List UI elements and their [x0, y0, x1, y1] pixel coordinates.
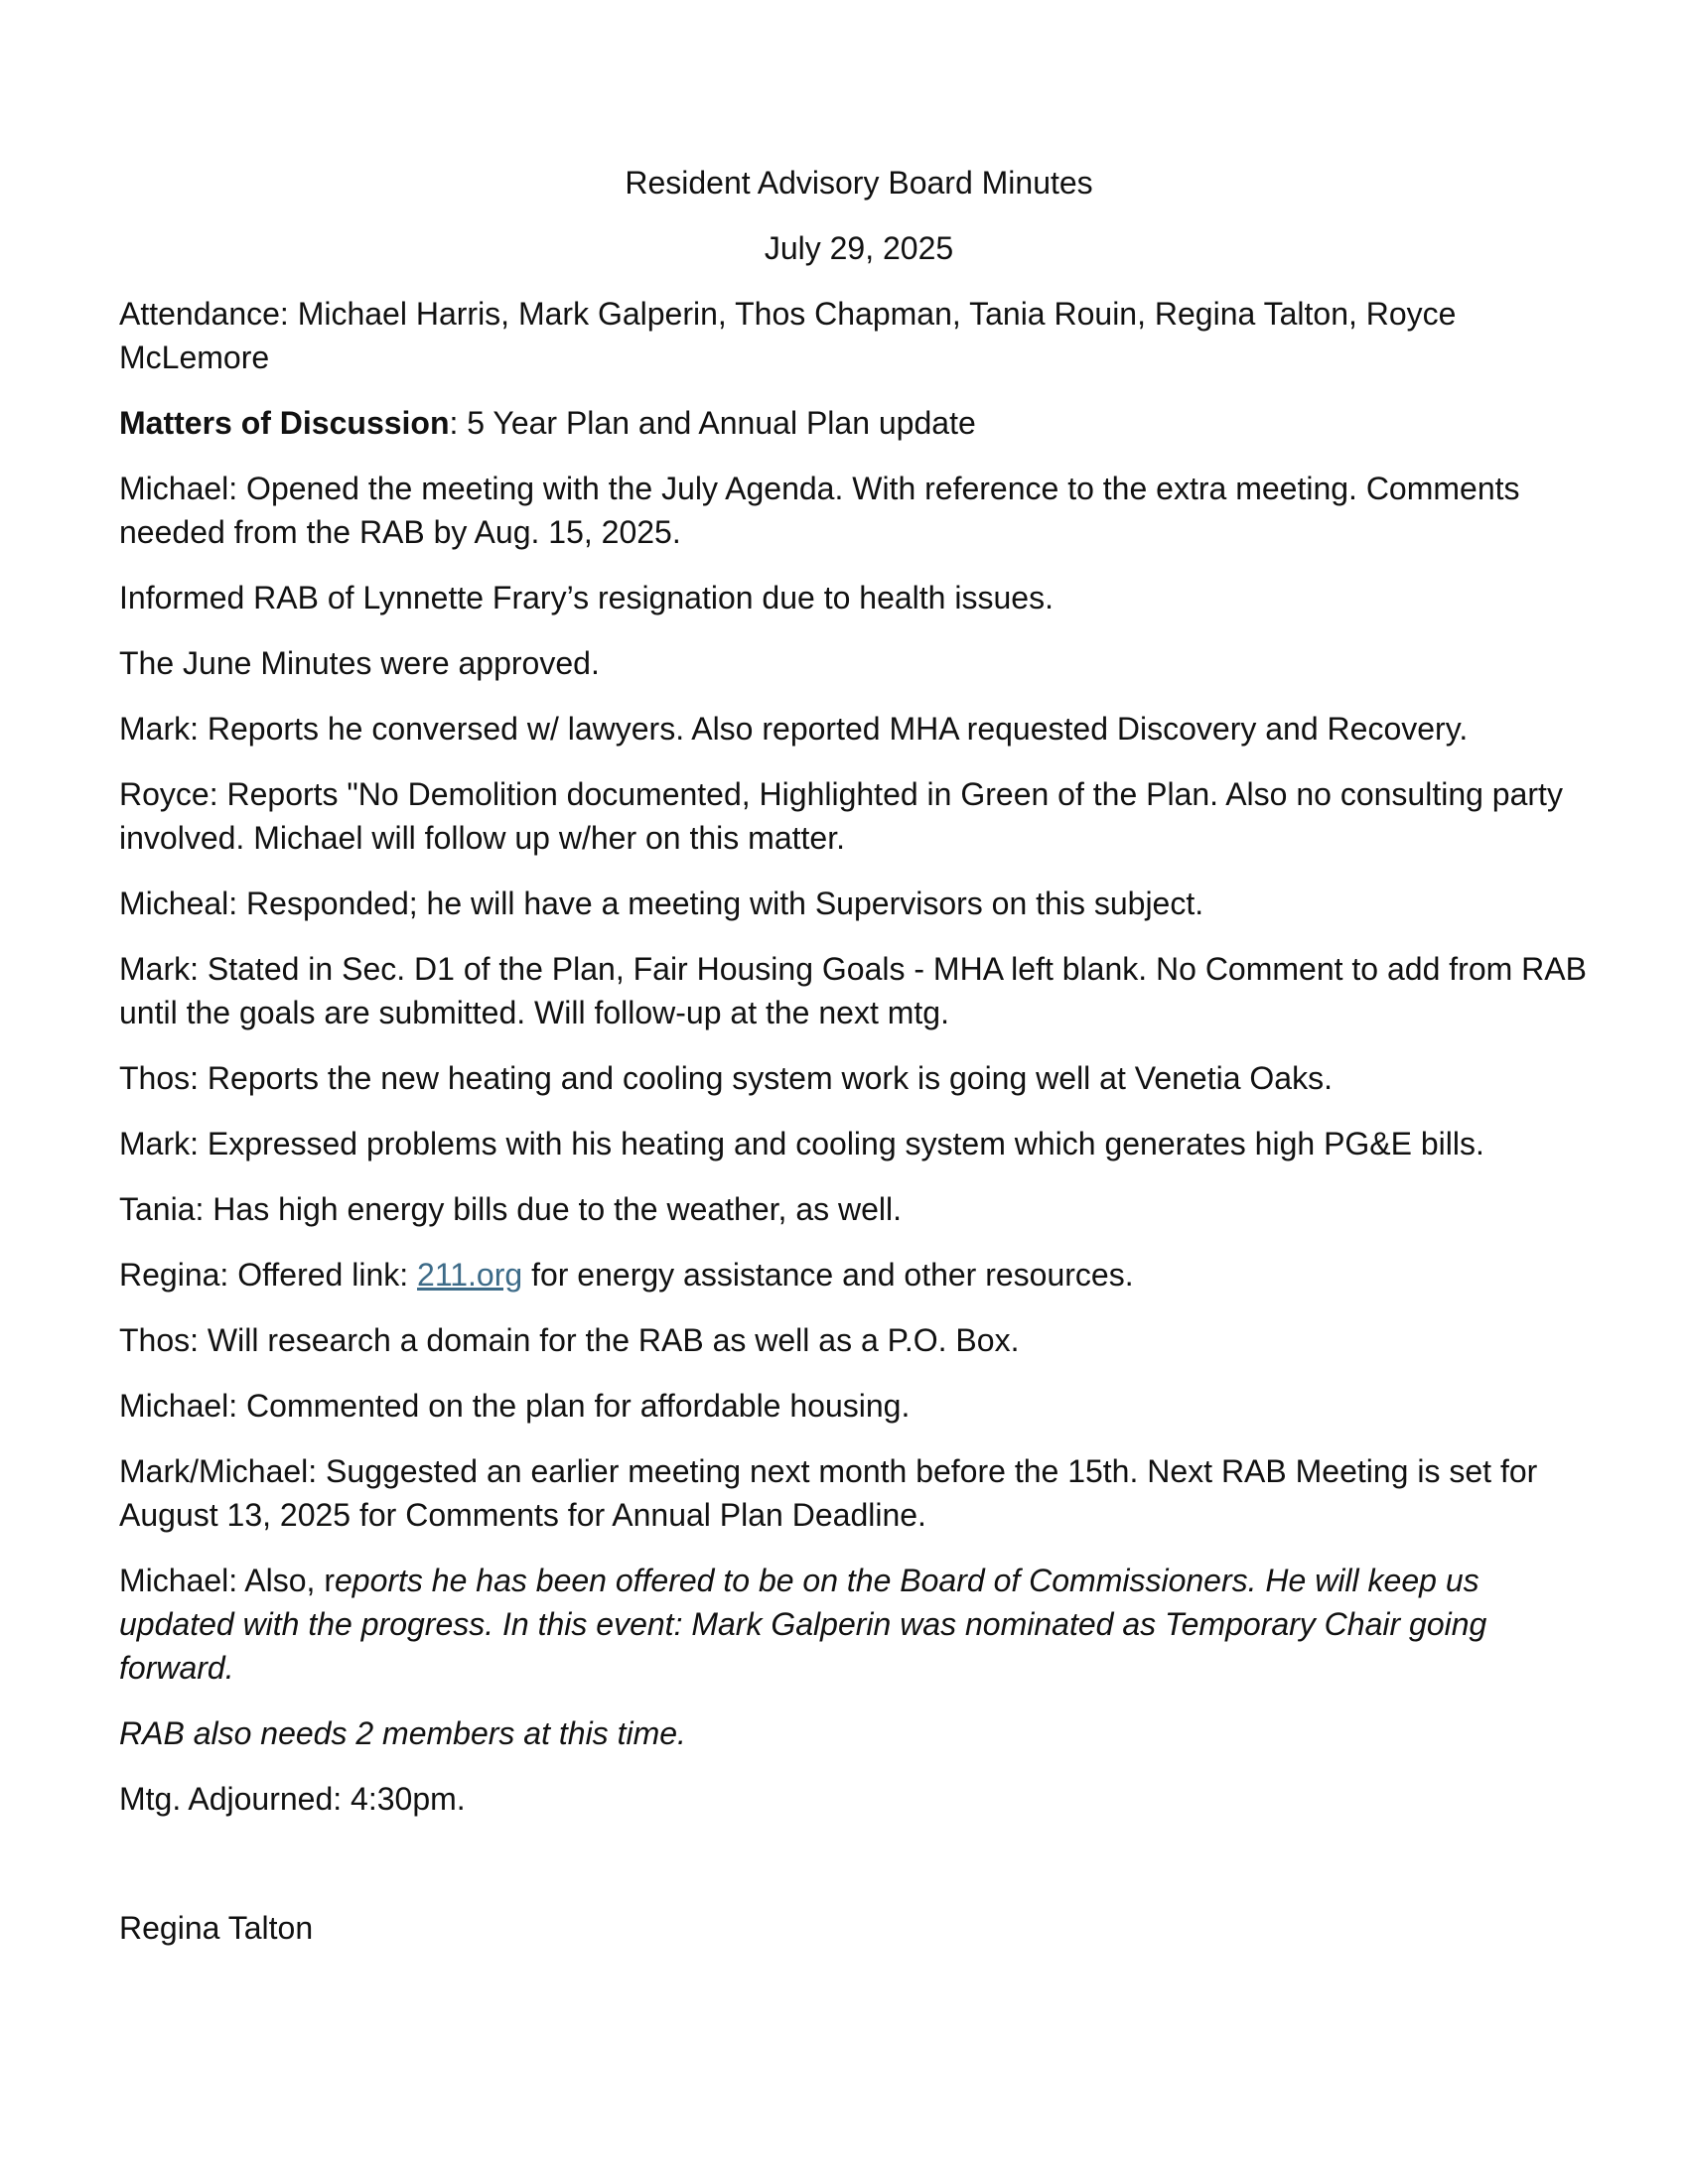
minutes-paragraph: Michael: Opened the meeting with the July Agenda. With reference to the extra meeting. Comments needed from the RAB by Aug. 15, 2025.: [119, 471, 1520, 550]
minutes-paragraph: Thos: Reports the new heating and cooling system work is going well at Venetia Oaks.: [119, 1060, 1333, 1096]
signature-name: Regina Talton: [119, 1910, 314, 1946]
link-trail-text: for energy assistance and other resources.: [522, 1257, 1134, 1293]
minutes-paragraph: Mark: Reports he conversed w/ lawyers. Also reported MHA requested Discovery and Recovery.: [119, 711, 1469, 747]
minutes-paragraph: [119, 1559, 1599, 1690]
minutes-paragraph: Mark: Stated in Sec. D1 of the Plan, Fair Housing Goals - MHA left blank. No Comment to add from RAB until the goals are submitted. Will follow-up at the next mtg.: [119, 951, 1587, 1030]
commission-lead-text: Michael: Also, r: [119, 1563, 335, 1598]
resource-link[interactable]: 211.org: [417, 1257, 523, 1293]
minutes-paragraph: Thos: Will research a domain for the RAB as well as a P.O. Box.: [119, 1322, 1020, 1358]
minutes-paragraph: Tania: Has high energy bills due to the weather, as well.: [119, 1191, 903, 1227]
minutes-body: [119, 161, 1599, 1972]
minutes-paragraph: The June Minutes were approved.: [119, 645, 600, 681]
minutes-paragraph: Informed RAB of Lynnette Frary’s resignation due to health issues.: [119, 580, 1054, 615]
minutes-paragraph: Mark: Expressed problems with his heating and cooling system which generates high PG&E bills.: [119, 1126, 1484, 1161]
matters-label: Matters of Discussion: [119, 405, 450, 441]
minutes-paragraph: Michael: Commented on the plan for affordable housing.: [119, 1388, 911, 1424]
minutes-paragraph: Micheal: Responded; he will have a meeting with Supervisors on this subject.: [119, 886, 1204, 921]
minutes-paragraph: [119, 1253, 1599, 1297]
commission-italic-text: eports he has been offered to be on the Board of Commissioners. He will keep us updated with the progress. In this event: Mark Galperin was nominated as Temporary Chair going forward.: [119, 1563, 1487, 1686]
matters-text: : 5 Year Plan and Annual Plan update: [449, 405, 976, 441]
attendance-paragraph: Attendance: Michael Harris, Mark Galperin, Thos Chapman, Tania Rouin, Regina Talton, Royce McLemore: [119, 296, 1457, 375]
matters-paragraph: [119, 401, 1599, 445]
link-lead-text: Regina: Offered link:: [119, 1257, 418, 1293]
meeting-date: July 29, 2025: [764, 230, 954, 266]
adjournment-line: Mtg. Adjourned: 4:30pm.: [119, 1781, 466, 1817]
minutes-paragraph: Mark/Michael: Suggested an earlier meeting next month before the 15th. Next RAB Meeting is set for August 13, 2025 for Comments for Annual Plan Deadline.: [119, 1453, 1538, 1533]
members-needed-note: RAB also needs 2 members at this time.: [119, 1715, 686, 1751]
document-title: Resident Advisory Board Minutes: [625, 165, 1093, 201]
minutes-paragraph: Royce: Reports "No Demolition documented, Highlighted in Green of the Plan. Also no consulting party involved. Michael will follow up w/her on this matter.: [119, 776, 1563, 856]
